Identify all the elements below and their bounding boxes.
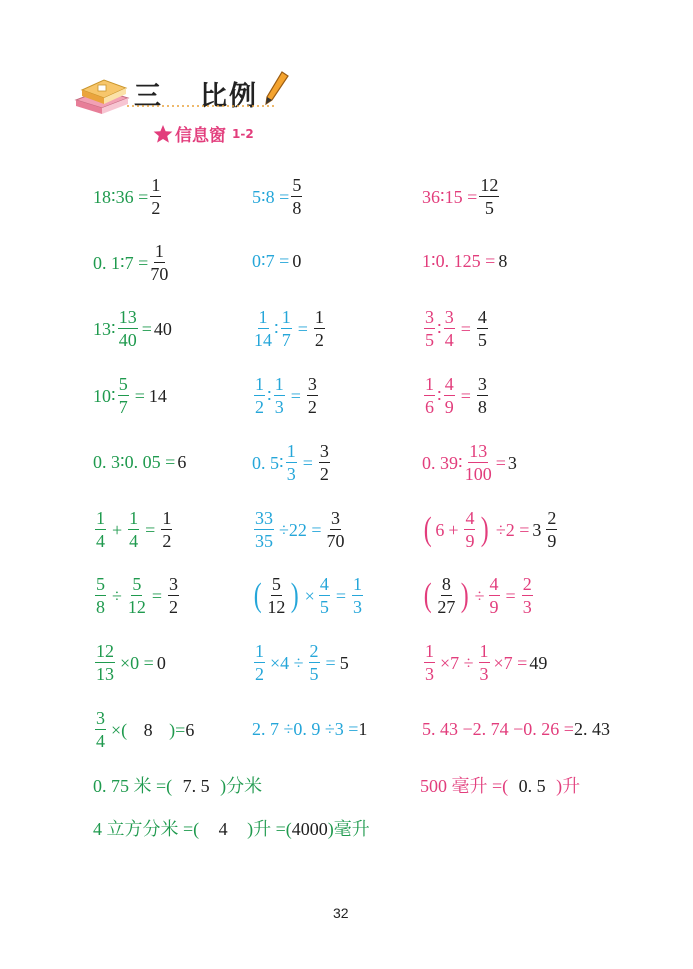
equation-9b: 2. 7 ÷0. 9 ÷3 = 1 [252,719,368,739]
conversion-11a: 4 立方分米 =( 4 )升 =( 4000 )毫升 [93,819,370,839]
fraction: $\frac{1}{2}$ [162,508,172,551]
books-icon [72,76,132,116]
fraction: $\frac{13}{100}$ [464,441,492,484]
equation-3c: $\frac{3}{5}$ ∶ $\frac{3}{4}$ = $\frac{4}{5}$ [425,307,487,350]
fraction: $\frac{2}{9}$ [547,508,557,551]
conversion-10c: 500 毫升 =( 0. 5 )升 [420,776,581,796]
fraction: $\frac{3}{70}$ [326,508,345,551]
equation-7a: $\frac{5}{8}$ ÷ $\frac{5}{12}$ = $\frac{3}{2}$ [96,574,179,617]
answer-blank: 0. 5 [518,776,546,796]
fraction: $\frac{5}{8}$ [292,175,302,218]
equation-5b: 0. 5∶ $\frac{1}{3}$ = $\frac{3}{2}$ [252,441,329,484]
fraction: $\frac{1}{6}$ [425,374,434,417]
equation-7b: ( $\frac{5}{12}$ ) × $\frac{4}{5}$ = $\frac{1}{3}$ [253,574,362,617]
equation-9a: $\frac{3}{4}$ ×( 8 )= 6 [96,708,195,751]
equation-6b: $\frac{33}{35}$ ÷22 = $\frac{3}{70}$ [255,508,345,551]
equation-7c: ( $\frac{8}{27}$ ) ÷ $\frac{4}{9}$ = $\frac{2}{3}$ [423,574,532,617]
fraction: $\frac{13}{40}$ [118,307,137,350]
subtitle-number: 1-2 [232,126,254,141]
fraction: $\frac{1}{2}$ [151,175,161,218]
equation-4c: $\frac{1}{6}$ ∶ $\frac{4}{9}$ = $\frac{3}{8}$ [425,374,487,417]
fraction: $\frac{4}{9}$ [465,508,475,551]
pencil-icon [264,70,290,106]
chapter-header [72,70,292,115]
fraction: $\frac{2}{3}$ [522,574,532,617]
fraction: $\frac{3}{4}$ [444,307,454,350]
fraction: $\frac{1}{3}$ [352,574,362,617]
fraction: $\frac{1}{4}$ [129,508,139,551]
answer-blank: 8 [143,719,153,740]
fraction: $\frac{3}{5}$ [425,307,434,350]
equation-2c: 1∶0. 125 = 8 [422,251,508,271]
fraction: $\frac{3}{2}$ [319,441,329,484]
fraction: $\frac{5}{7}$ [118,374,128,417]
equation-9c: 5. 43 −2. 74 −0. 26 = 2. 43 [422,719,610,739]
answer-blank: 7. 5 [182,776,210,796]
fraction: $\frac{1}{2}$ [255,641,264,684]
fraction: $\frac{1}{2}$ [314,307,324,350]
equation-4a: 10∶ $\frac{5}{7}$ = 14 [93,374,167,417]
fraction: $\frac{1}{7}$ [281,307,291,350]
equation-1c: 36∶15 = $\frac{12}{5}$ [422,175,499,218]
fraction: $\frac{1}{3}$ [425,641,434,684]
fraction: $\frac{3}{2}$ [307,374,317,417]
subtitle-text: 信息窗 [175,126,226,146]
fraction: $\frac{1}{14}$ [254,307,272,350]
fraction: $\frac{12}{5}$ [480,175,499,218]
chapter-number: 三 [134,81,163,112]
fraction: $\frac{1}{3}$ [286,441,296,484]
conversion-10a: 0. 75 米 =( 7. 5 )分米 [93,776,263,796]
equation-3a: 13∶ $\frac{13}{40}$ = 40 [93,307,172,350]
answer-blank: 4 [218,819,228,839]
dotted-underline [127,104,277,108]
fraction: $\frac{1}{2}$ [255,374,264,417]
equation-4b: $\frac{1}{2}$ ∶ $\frac{1}{3}$ = $\frac{3}{2}$ [255,374,317,417]
equation-2a: 0. 1∶7 = $\frac{1}{70}$ [93,241,169,284]
fraction: $\frac{1}{4}$ [96,508,105,551]
fraction: $\frac{4}{9}$ [489,574,499,617]
equation-8a: $\frac{12}{13}$ ×0 = 0 [96,641,166,684]
chapter-title: 比例 [200,81,258,112]
equation-6c: ( 6 + $\frac{4}{9}$ ) ÷2 = 3 $\frac{2}{9}$ [423,508,557,551]
equation-8c: $\frac{1}{3}$ ×7 ÷ $\frac{1}{3}$ ×7 = 49 [425,641,548,684]
fraction: $\frac{4}{5}$ [477,307,487,350]
fraction: $\frac{5}{12}$ [127,574,146,617]
page-number: 32 [333,905,349,921]
fraction: $\frac{3}{2}$ [169,574,179,617]
fraction: $\frac{2}{5}$ [309,641,319,684]
equation-1b: 5∶8 = $\frac{5}{8}$ [252,175,302,218]
equation-2b: 0∶7 = 0 [252,251,302,271]
fraction: $\frac{1}{70}$ [150,241,169,284]
equation-5a: 0. 3∶0. 05 = 6 [93,452,187,472]
fraction: $\frac{12}{13}$ [96,641,114,684]
fraction: $\frac{4}{9}$ [444,374,454,417]
fraction: $\frac{5}{12}$ [267,574,286,617]
fraction: $\frac{33}{35}$ [255,508,273,551]
answer-blank: 4000 [291,819,328,839]
equation-1a: 18∶36 = $\frac{1}{2}$ [93,175,161,218]
fraction: $\frac{8}{27}$ [437,574,456,617]
section-subtitle [153,121,254,146]
equation-3b: $\frac{1}{14}$ ∶ $\frac{1}{7}$ = $\frac{1}{2}$ [254,307,324,350]
fraction: $\frac{4}{5}$ [319,574,329,617]
fraction: $\frac{5}{8}$ [96,574,105,617]
star-icon [153,124,173,144]
equation-6a: $\frac{1}{4}$ + $\frac{1}{4}$ = $\frac{1}{2}$ [96,508,172,551]
fraction: $\frac{3}{8}$ [477,374,487,417]
equation-5c: 0. 39∶ $\frac{13}{100}$ = 3 [422,441,517,484]
fraction: $\frac{3}{4}$ [96,708,105,751]
equation-8b: $\frac{1}{2}$ ×4 ÷ $\frac{2}{5}$ = 5 [255,641,349,684]
fraction: $\frac{1}{3}$ [479,641,489,684]
fraction: $\frac{1}{3}$ [274,374,284,417]
